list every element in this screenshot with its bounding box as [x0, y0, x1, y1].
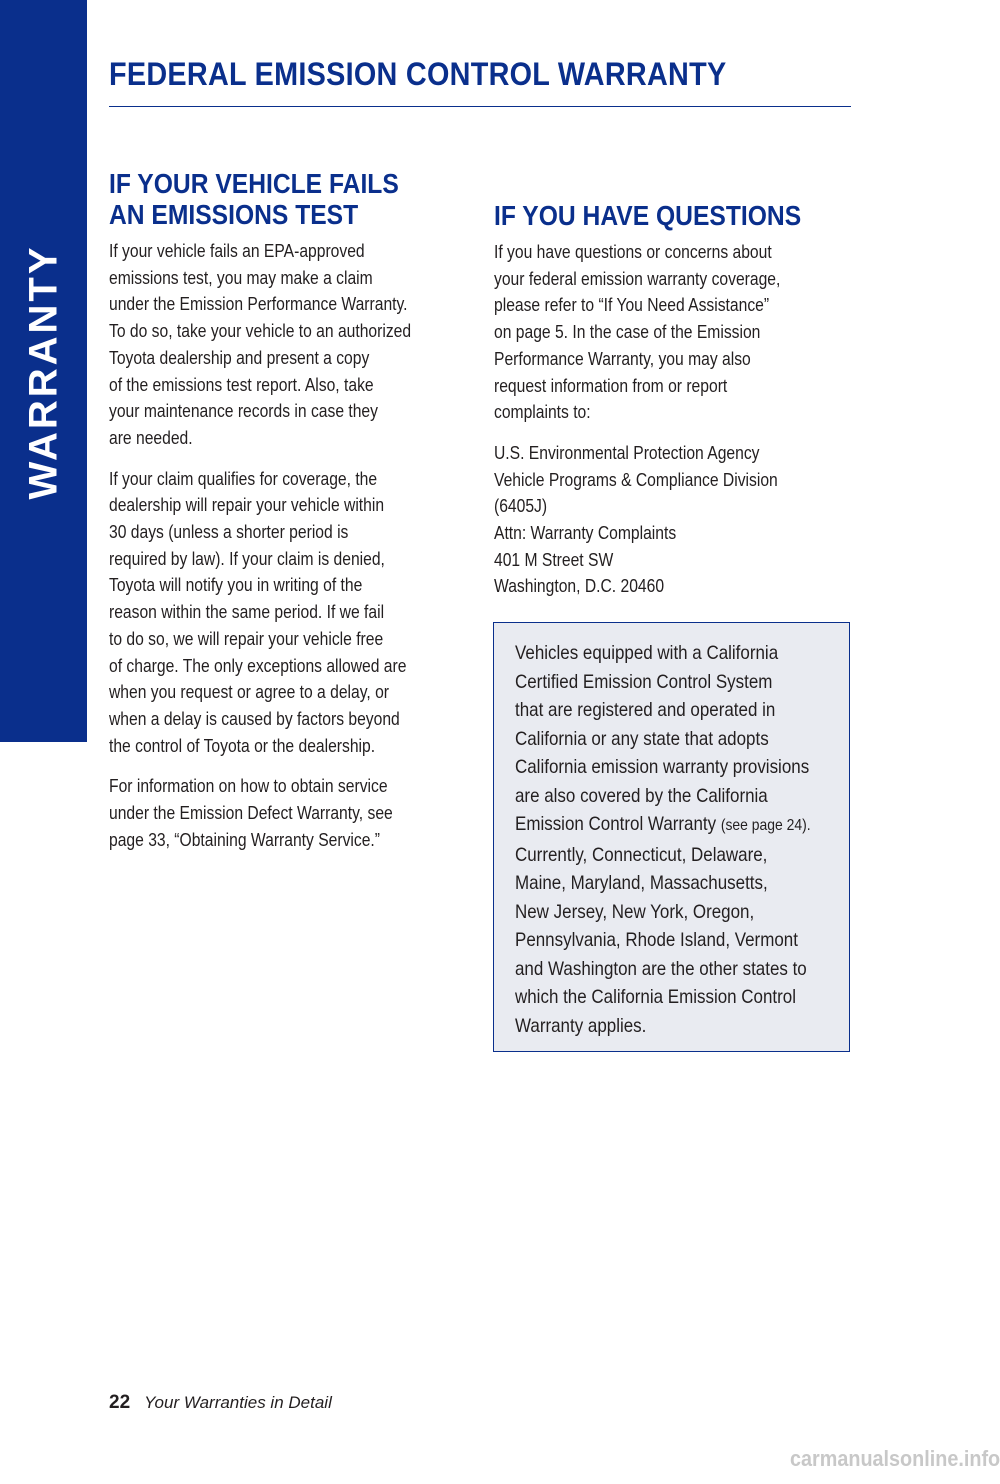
address-line: U.S. Environmental Protection Agency [494, 442, 760, 463]
watermark: carmanualsonline.info [790, 1446, 1000, 1471]
title-divider [109, 106, 851, 107]
epa-address [494, 440, 842, 600]
paragraph-claim: If your vehicle fails an EPA-approved emissions test, you may make a claim under the Emission Performance Warranty. To do so, take your vehicle to an authorized Toyota dealership and present a copy of the emissions test report. Also, take your maintenance records in case they are needed. [109, 241, 412, 448]
address-line: Vehicle Programs & Compliance Division [494, 469, 778, 490]
questions-section [494, 200, 854, 600]
page-title: FEDERAL EMISSION CONTROL WARRANTY [109, 56, 727, 92]
page-footer [109, 1392, 332, 1414]
heading-line-2: AN EMISSIONS TEST [109, 199, 359, 230]
page-number: 22 [109, 1392, 131, 1413]
note-page-reference: (see page 24). [720, 817, 811, 834]
questions-heading: IF YOU HAVE QUESTIONS [494, 200, 802, 231]
address-line: 401 M Street SW [494, 549, 614, 570]
address-line: (6405J) [494, 496, 548, 517]
side-tab-label: WARRANTY [21, 244, 66, 500]
paragraph-questions: If you have questions or concerns about your federal emission warranty coverage, please refer to “If You Need Assistance” on page 5. In the case of the Emission Performance Warranty, you may also request information from or report complaints to: [494, 242, 781, 423]
heading-line-1: IF YOUR VEHICLE FAILS [109, 168, 399, 199]
california-warranty-note [493, 622, 850, 1052]
address-line: Attn: Warranty Complaints [494, 523, 677, 544]
paragraph-service-info: For information on how to obtain service under the Emission Defect Warranty, see page 33, “Obtaining Warranty Service.” [109, 776, 393, 850]
note-text-part-2: Currently, Connecticut, Delaware, Maine, Maryland, Massachusetts, New Jersey, New York, Oregon, Pennsylvania, Rhode Island, Vermont and Washington are the other states to which the California Emission Control Warranty applies. [515, 843, 807, 1037]
paragraph-coverage: If your claim qualifies for coverage, the dealership will repair your vehicle within 30 days (unless a shorter period is required by law). If your claim is denied, Toyota will notify you in writing of the reason within the same period. If we fail to do so, we will repair your vehicle free of charge. The only exceptions allowed are when you request or agree to a delay, or when a delay is caused by factors beyond the control of Toyota or the dealership. [109, 468, 407, 756]
address-line: Washington, D.C. 20460 [494, 576, 665, 597]
footer-title: Your Warranties in Detail [144, 1393, 332, 1412]
note-text-part-1: Vehicles equipped with a California Certified Emission Control System that are registered and operated in California or any state that adopts California emission warranty provisions are also covered by the California Emission Control Warranty [515, 642, 810, 835]
failed-emissions-test-heading [109, 168, 413, 230]
side-tab [0, 0, 87, 742]
note-text [515, 639, 828, 1040]
failed-emissions-test-section [109, 168, 454, 867]
